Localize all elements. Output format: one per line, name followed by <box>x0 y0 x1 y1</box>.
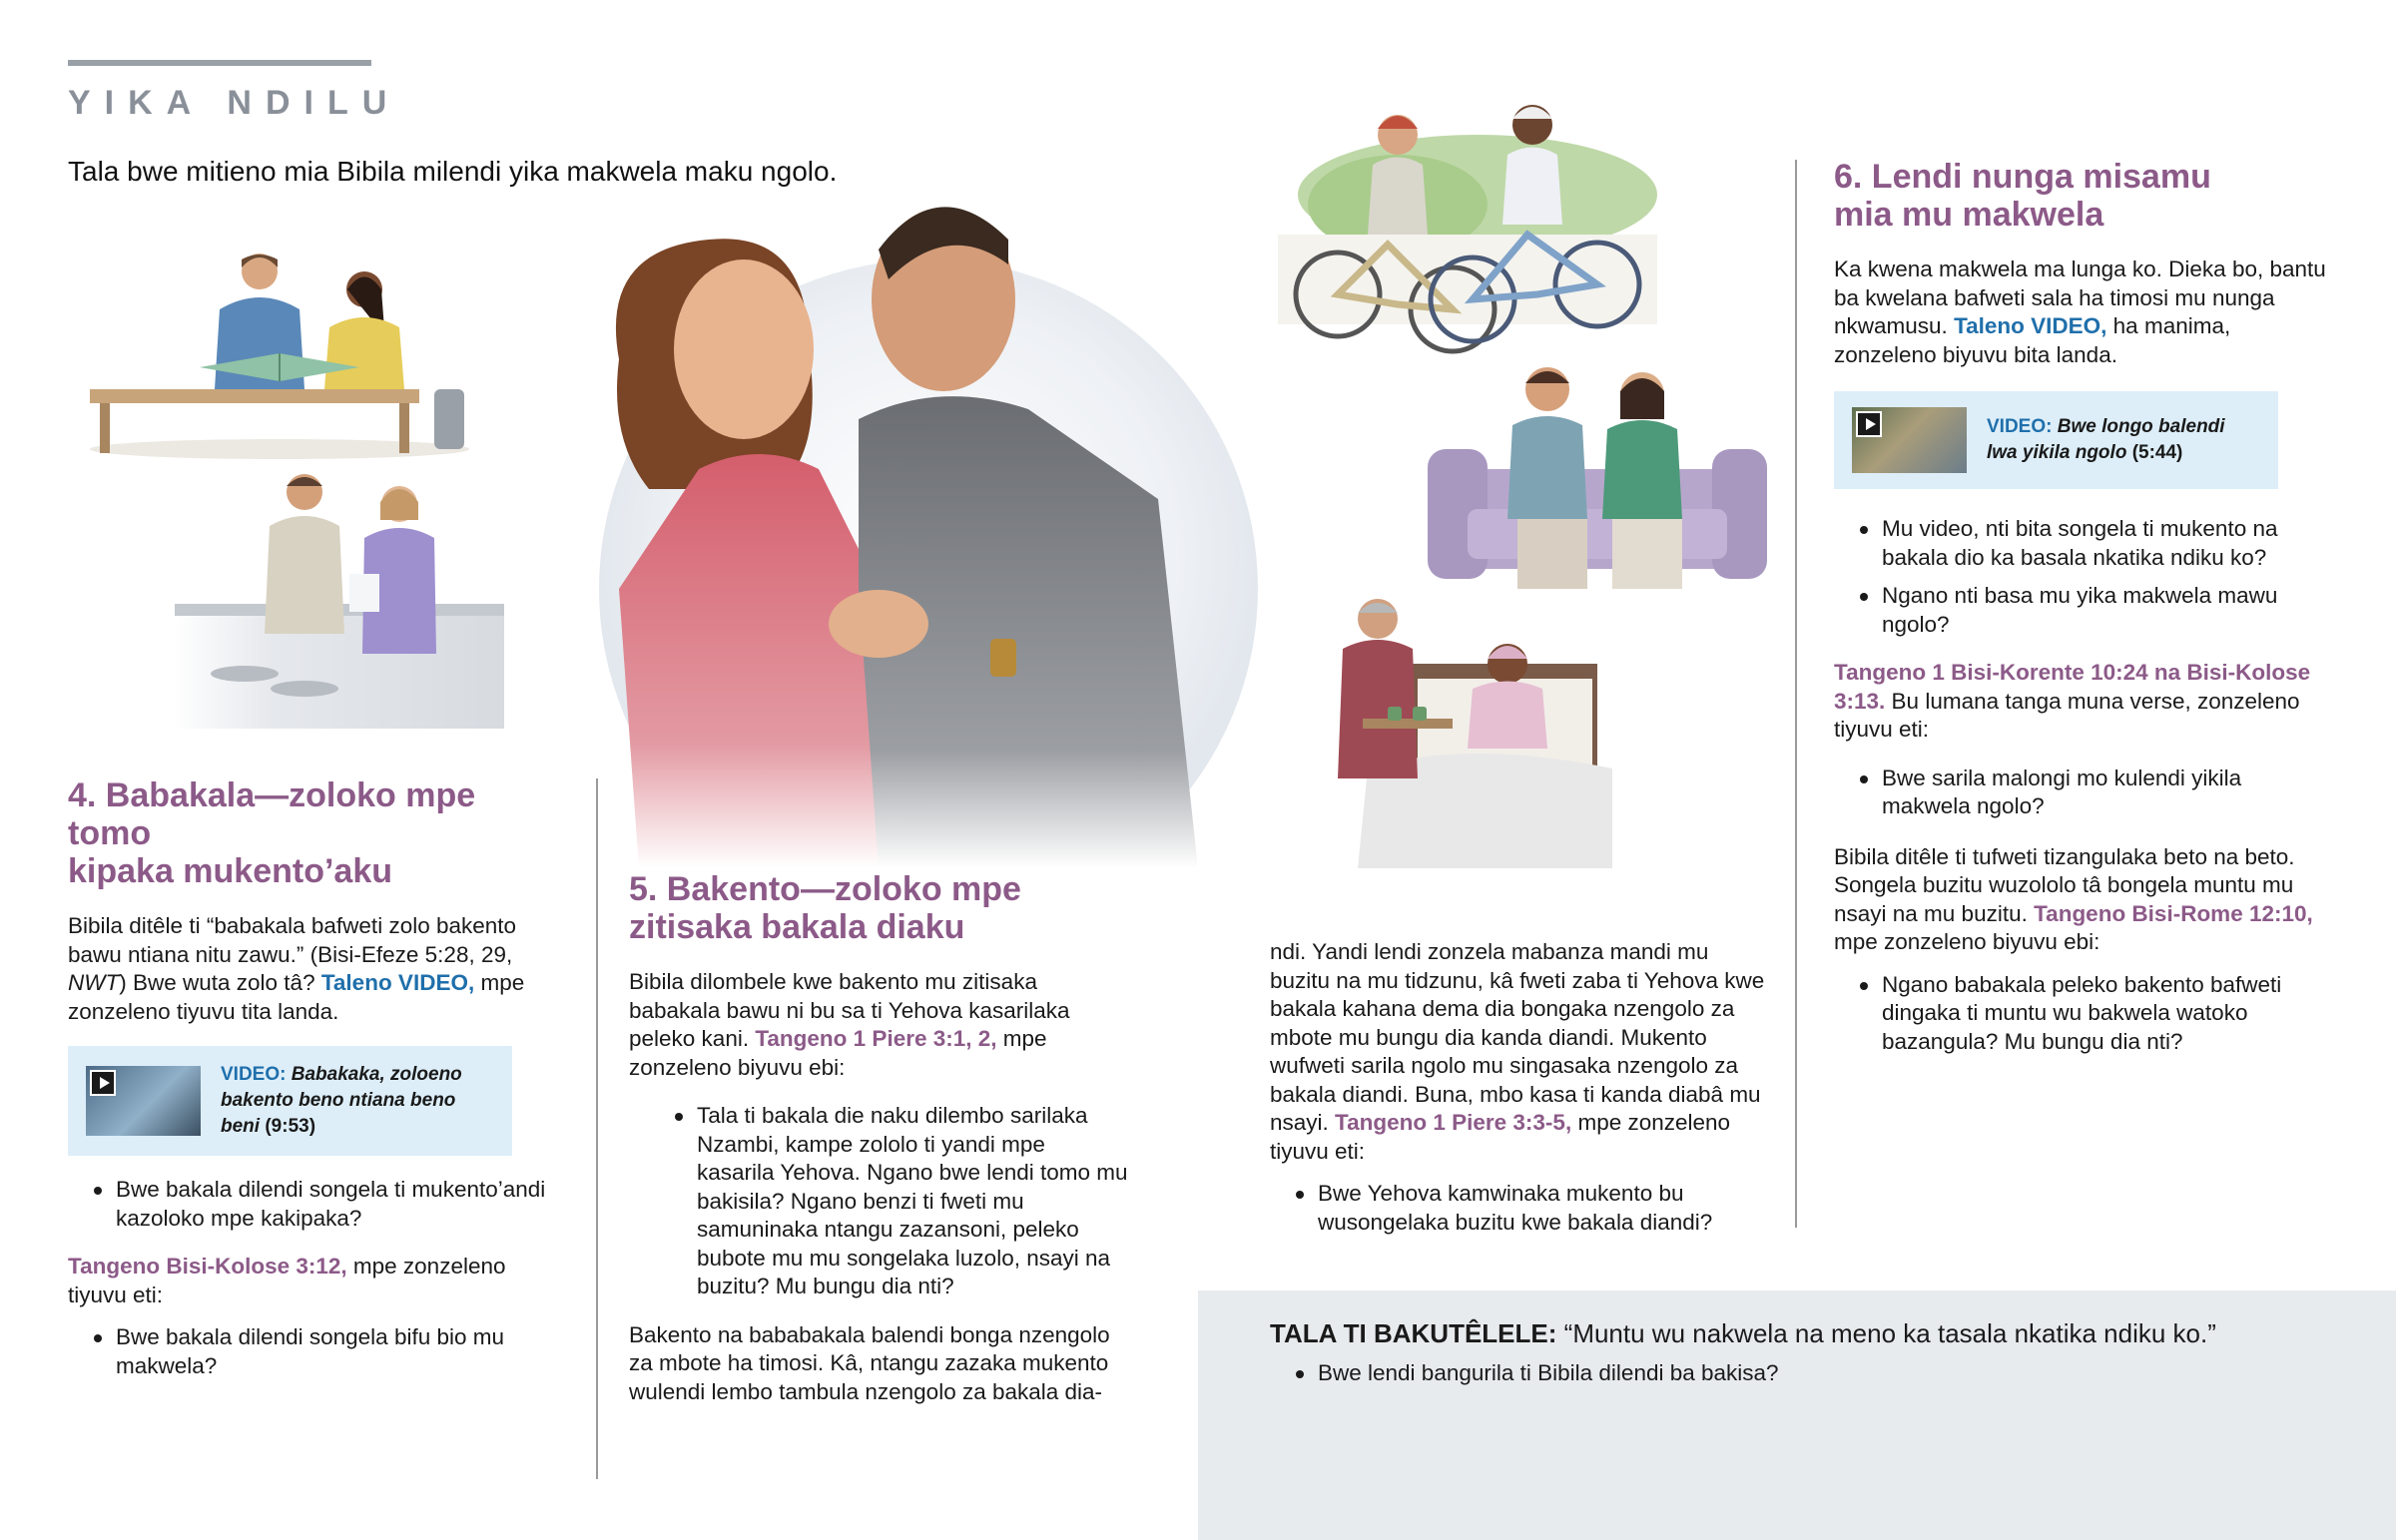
play-icon[interactable] <box>90 1070 116 1096</box>
section-6-paragraph-3: Bibila ditêle ti tufweti tizangulaka beto na beto. Songela buzitu wuzololo tâ bongela muntu mu nsayi na mu buzitu. Tangeno Bisi-Rome 12:10, mpe zonzeleno biyuvu ebi: <box>1834 843 2313 954</box>
section-6-questions <box>1834 515 2333 639</box>
section-5-questions-2 <box>1270 1180 1769 1237</box>
section-5-continued <box>1270 938 1769 1257</box>
video-card-section-4[interactable]: VIDEO: Babakaka, zoloeno bakento beno ntiana beno beni (9:53) <box>68 1046 512 1156</box>
section-6-questions-3 <box>1834 971 2333 1057</box>
illustration-couple-cycling <box>1278 95 1657 364</box>
illustration-couple-holding-hands <box>559 170 1278 868</box>
video-title: Babakaka, zoloeno bakento beno ntiana beno beni <box>221 1064 462 1137</box>
video-duration: (5:44) <box>2131 442 2183 463</box>
video-title: Bwe longo balendi lwa yikila ngolo <box>1987 416 2225 463</box>
section-kicker: YIKA NDILU <box>68 84 401 122</box>
illustration-couple-kitchen <box>175 464 544 729</box>
section-6-paragraph-2: Tangeno 1 Bisi-Korente 10:24 na Bisi-Kolose 3:13. Bu lumana tanga muna verse, zonzeleno tiyuvu eti: <box>1834 660 2311 742</box>
section-6-title: 6. Lendi nunga misamu mia mu makwela <box>1834 158 2211 234</box>
illustration-caring-for-sick-wife <box>1268 569 1612 878</box>
video-card-section-6[interactable]: VIDEO: Bwe longo balendi lwa yikila ngolo (5:44) <box>1834 391 2278 489</box>
section-5-questions <box>629 1102 1128 1301</box>
illustration-couple-studying <box>80 250 479 459</box>
footer-quote: “Muntu wu nakwela na meno ka tasala nkatika ndiku ko.” <box>1563 1318 2216 1348</box>
scripture-reference[interactable]: Tangeno 1 Piere 3:1, 2, <box>755 1026 997 1051</box>
section-4-title: 4. Babakala—zoloko mpe tomo kipaka mukento’aku <box>68 776 476 890</box>
section-4-questions-2 <box>68 1323 567 1380</box>
header-rule <box>68 60 371 66</box>
footer-questions <box>1270 1359 2368 1388</box>
column-divider <box>596 778 598 1479</box>
watch-video-link[interactable]: Taleno VIDEO, <box>1954 313 2107 338</box>
scripture-reference[interactable]: Tangeno 1 Bisi-Korente 10:24 na Bisi-Kolose 3:13. <box>1834 660 2311 714</box>
list-item: Bwe lendi bangurila ti Bibila dilendi ba bakisa? <box>1270 1359 2368 1388</box>
list-item: Ngano babakala peleko bakento bafweti dingaka ti muntu wu bakwela watoko bazangula? Mu bungu dia nti? <box>1834 971 2333 1057</box>
section-5 <box>629 870 1128 1406</box>
video-thumbnail <box>1852 407 1967 473</box>
footer-label: TALA TI BAKUTÊLELE: <box>1270 1318 1557 1348</box>
watch-video-link[interactable]: Taleno VIDEO, <box>320 970 475 995</box>
section-6-questions-2 <box>1834 765 2333 821</box>
section-5-paragraph-3: ndi. Yandi lendi zonzela mabanza mandi mu buzitu na mu tidzunu, kâ fweti zaba ti Yehova kwe bakala kahana dema dia bongaka nzengolo za mbote mu bungu dia kanda diandi. Mukento wufweti sarila ngolo mu singasaka nzengolo za bakala diandi. Buna, mbo kasa ti kanda diabâ mu nsayi. Tangeno 1 Piere 3:3-5, mpe zonzeleno tiyuvu eti: <box>1270 939 1765 1164</box>
section-4-paragraph-2: Tangeno Bisi-Kolose 3:12, mpe zonzeleno tiyuvu eti: <box>68 1254 506 1307</box>
list-item: Bwe bakala dilendi songela bifu bio mu makwela? <box>68 1323 567 1380</box>
intro-text: Tala bwe mitieno mia Bibila milendi yika makwela maku ngolo. <box>68 156 838 187</box>
scripture-reference[interactable]: Tangeno Bisi-Kolose 3:12, <box>68 1254 347 1279</box>
play-icon[interactable] <box>1856 411 1882 437</box>
footer-objection <box>1270 1317 2368 1408</box>
scripture-reference[interactable]: Tangeno Bisi-Rome 12:10, <box>2034 900 2313 926</box>
list-item: Bwe sarila malongi mo kulendi yikila makwela ngolo? <box>1834 765 2333 821</box>
section-4-questions <box>68 1176 567 1233</box>
list-item: Tala ti bakala die naku dilembo sarilaka Nzambi, kampe zololo ti yandi mpe kasarila Yehova. Ngano bwe lendi tomo mu bakisila? Ngano benzi ti fweti mu samuninaka ntangu zazansoni, peleko bubote mu mu songelaka luzolo, nsayi na buzitu? Mu bungu dia nti? <box>649 1102 1128 1301</box>
video-duration: (9:53) <box>265 1116 316 1137</box>
section-6 <box>1834 158 2333 1076</box>
list-item: Ngano nti basa mu yika makwela mawu ngolo? <box>1834 582 2333 639</box>
section-6-paragraph-1: Ka kwena makwela ma lunga ko. Dieka bo, bantu ba kwelana bafweti sala ha timosi mu nunga nkwamusu. Taleno VIDEO, ha manima, zonzeleno biyuvu bita landa. <box>1834 257 2326 367</box>
section-4-paragraph-1: Bibila ditêle ti “babakala bafweti zolo bakento bawu ntiana nitu zawu.” (Bisi-Efeze 5:28, 29, NWT) Bwe wuta zolo tâ? Taleno VIDEO, mpe zonzeleno tiyuvu tita landa. <box>68 913 525 1024</box>
section-5-title: 5. Bakento—zoloko mpe zitisaka bakala diaku <box>629 870 1021 946</box>
video-thumbnail <box>86 1066 201 1136</box>
list-item: Bwe Yehova kamwinaka mukento bu wusongelaka buzitu kwe bakala diandi? <box>1270 1180 1769 1237</box>
column-divider <box>1795 160 1797 1228</box>
list-item: Bwe bakala dilendi songela ti mukento’andi kazoloko mpe kakipaka? <box>68 1176 567 1233</box>
section-5-paragraph-2: Bakento na bababakala balendi bonga nzengolo za mbote ha timosi. Kâ, ntangu zazaka mukento wulendi lembo tambula nzengolo za bakala dia- <box>629 1321 1110 1404</box>
section-4 <box>68 776 567 1400</box>
list-item: Mu video, nti bita songela ti mukento na bakala dio ka basala nkatika ndiku ko? <box>1834 515 2333 572</box>
section-5-paragraph-1: Bibila dilombele kwe bakento mu zitisaka babakala bawu ni bu sa ti Yehova kasarilaka peleko kani. Tangeno 1 Piere 3:1, 2, mpe zonzeleno biyuvu ebi: <box>629 969 1070 1080</box>
scripture-reference[interactable]: Tangeno 1 Piere 3:3-5, <box>1335 1110 1572 1135</box>
